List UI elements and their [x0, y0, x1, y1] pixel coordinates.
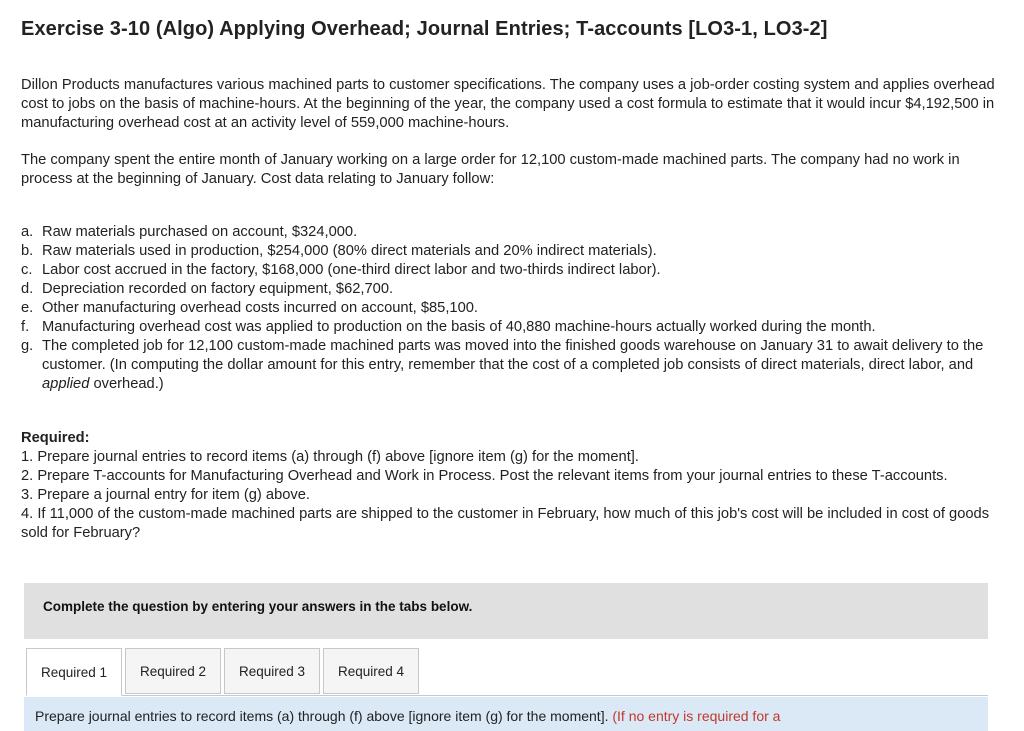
list-item — [21, 337, 1006, 394]
list-item — [21, 242, 1006, 261]
item-text: Depreciation recorded on factory equipment, $62,700. — [42, 281, 394, 297]
item-text: Labor cost accrued in the factory, $168,000 (one-third direct labor and two-thirds indirect labor). — [42, 262, 661, 278]
tab-divider — [26, 695, 988, 696]
cost-data-list — [21, 223, 1006, 394]
item-marker: f. — [21, 319, 30, 335]
tab-content-text: Prepare journal entries to record items (a) through (f) above [ignore item (g) for the moment]. — [35, 708, 609, 724]
item-marker: e. — [21, 300, 34, 316]
tab-content-note: (If no entry is required for a — [612, 708, 781, 724]
tab-required-4[interactable]: Required 4 — [323, 648, 419, 694]
item-marker: d. — [21, 281, 34, 297]
item-text: Other manufacturing overhead costs incurred on account, $85,100. — [42, 300, 478, 316]
required-line: 4. If 11,000 of the custom-made machined parts are shipped to the customer in February, how much of this job's cost will be included in cost of goods sold for February? — [21, 506, 990, 541]
instruction-text: Complete the question by entering your answers in the tabs below. — [43, 599, 473, 614]
required-line: 1. Prepare journal entries to record items (a) through (f) above [ignore item (g) for the moment]. — [21, 449, 639, 465]
item-marker: c. — [21, 262, 33, 278]
list-item — [21, 318, 1006, 337]
instruction-panel — [24, 583, 988, 639]
january-paragraph: The company spent the entire month of January working on a large order for 12,100 custom-made machined parts. The company had no work in process at the beginning of January. Cost data relating to January follow: — [21, 152, 960, 187]
tab-required-1[interactable]: Required 1 — [26, 648, 122, 696]
tab-content-instruction — [35, 708, 780, 724]
item-text-after: overhead.) — [89, 376, 164, 392]
item-text-emphasis: applied — [42, 376, 90, 392]
required-section — [21, 429, 1006, 543]
page-title: Exercise 3-10 (Algo) Applying Overhead; Journal Entries; T-accounts [LO3-1, LO3-2] — [21, 18, 828, 40]
required-line: 3. Prepare a journal entry for item (g) above. — [21, 487, 310, 503]
required-line: 2. Prepare T-accounts for Manufacturing Overhead and Work in Process. Post the relevant items from your journal entries to these T-accounts. — [21, 468, 948, 484]
item-text-before: The completed job for 12,100 custom-made machined parts was moved into the finished goods warehouse on January 31 to await delivery to the customer. (In computing the dollar amount for this entry, remember that the cost of a completed job consists of direct materials, direct labor, and — [42, 338, 984, 373]
list-item — [21, 299, 1006, 318]
list-item — [21, 280, 1006, 299]
item-marker: g. — [21, 338, 34, 354]
list-item — [21, 261, 1006, 280]
item-marker: a. — [21, 224, 34, 240]
tab-required-3[interactable]: Required 3 — [224, 648, 320, 694]
required-heading: Required: — [21, 430, 90, 446]
item-marker: b. — [21, 243, 34, 259]
item-text: Raw materials purchased on account, $324,000. — [42, 224, 358, 240]
item-text: Raw materials used in production, $254,000 (80% direct materials and 20% indirect materials). — [42, 243, 657, 259]
intro-paragraph: Dillon Products manufactures various machined parts to customer specifications. The company uses a job-order costing system and applies overhead cost to jobs on the basis of machine-hours. At the beginning of the year, the company used a cost formula to estimate that it would incur $4,192,500 in manufacturing overhead cost at an activity level of 559,000 machine-hours. — [21, 77, 995, 131]
list-item — [21, 223, 1006, 242]
item-text: Manufacturing overhead cost was applied to production on the basis of 40,880 machine-hours actually worked during the month. — [42, 319, 876, 335]
tab-content-header — [24, 697, 988, 731]
tab-required-2[interactable]: Required 2 — [125, 648, 221, 694]
